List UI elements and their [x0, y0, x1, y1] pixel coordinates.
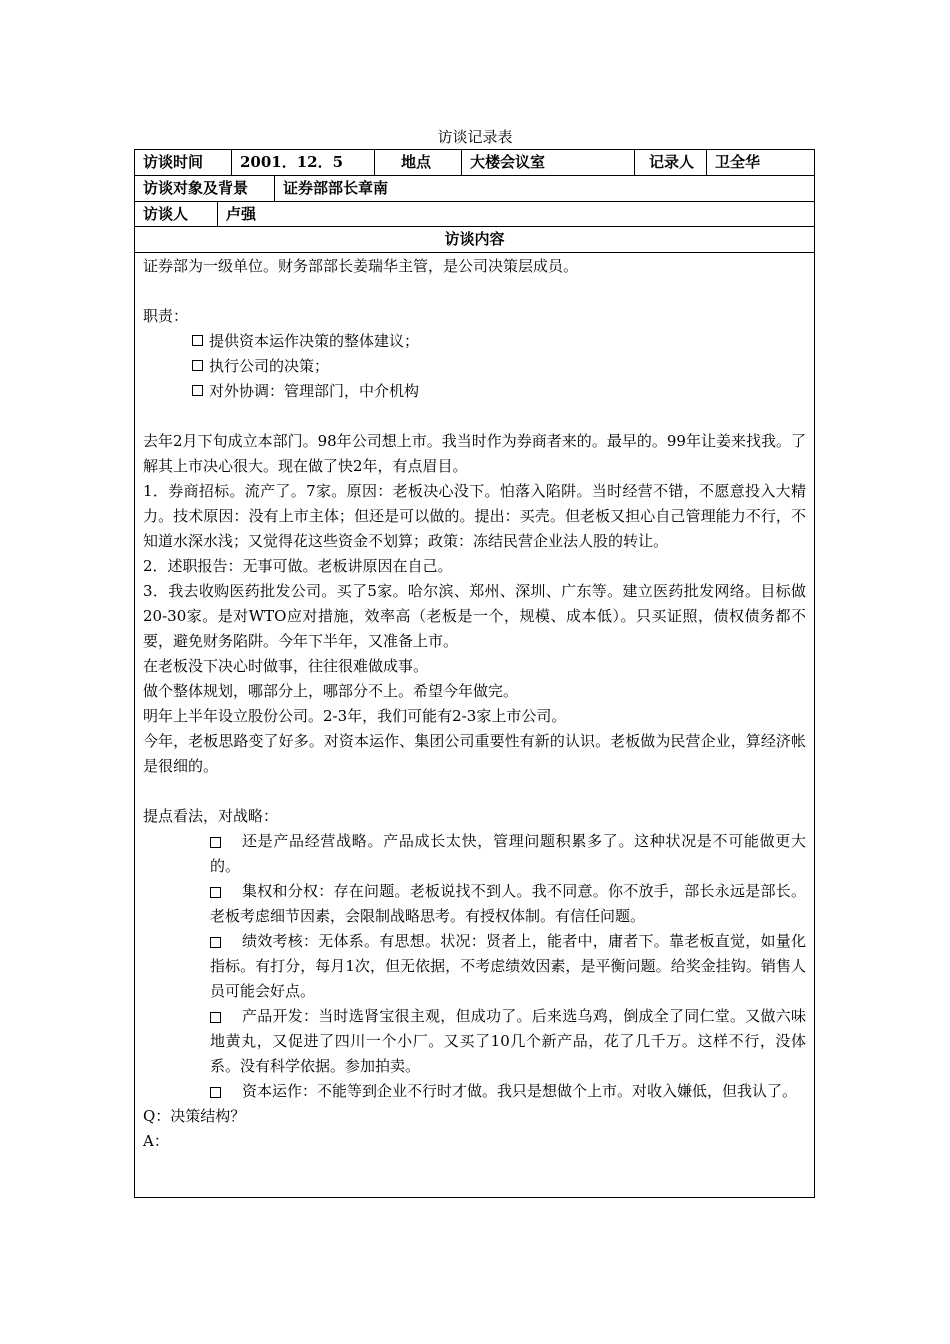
duty-item: 提供资本运作决策的整体建议；	[143, 329, 806, 354]
view-item: 绩效考核：无体系。有思想。状况：贤者上，能者中，庸者下。靠老板直觉，如量化指标。有打分，每月1次，但无依据，不考虑绩效因素，是平衡问题。给奖金挂钩。销售人员可能会好点。	[210, 932, 806, 1000]
recorder-label: 记录人	[634, 150, 706, 175]
intro-text: 证券部为一级单位。财务部部长姜瑞华主管，是公司决策层成员。	[143, 257, 579, 275]
paragraph: 1．券商招标。流产了。7家。原因：老板决心没下。怕落入陷阱。当时经营不错，不愿意投入大精力。技术原因：没有上市主体；但还是可以做的。提出：买壳。但老板又担心自己管理能力不行，不知道水深水浅；又觉得花这些资金不划算；政策：冻结民营企业法人股的转让。	[143, 482, 806, 550]
checkbox-icon	[210, 937, 221, 948]
subject-value: 证券部部长章南	[274, 176, 814, 201]
checkbox-icon	[192, 360, 203, 371]
view-item: 资本运作：不能等到企业不行时才做。我只是想做个上市。对收入嫌低，但我认了。	[143, 1079, 806, 1104]
subject-label: 访谈对象及背景	[143, 179, 249, 197]
question-text: Q：决策结构？	[143, 1107, 246, 1125]
table-row-interviewer	[135, 202, 814, 227]
views-label: 提点看法，对战略：	[143, 807, 279, 825]
view-item: 还是产品经营战略。产品成长太快，管理问题积累多了。这种状况是不可能做更大的。	[210, 832, 806, 875]
table-row-subject	[135, 176, 814, 202]
interviewer-label: 访谈人	[143, 205, 189, 223]
view-item: 产品开发：当时选肾宝很主观，但成功了。后来选乌鸡，倒成全了同仁堂。又做六味地黄丸，又促进了四川一个小厂。又买了10几个新产品，花了几千万。这样不行，没体系。没有科学依据。参加拍卖。	[210, 1007, 806, 1075]
place-value: 大楼会议室	[461, 150, 634, 175]
time-value: 2001．12．5	[231, 150, 374, 175]
duty-item: 执行公司的决策；	[143, 354, 806, 379]
paragraph: 3．我去收购医药批发公司。买了5家。哈尔滨、郑州、深圳、广东等。建立医药批发网络。目标做20-30家。是对WTO应对措施，效率高（老板是一个，规模、成本低）。只买证照，债权债务都不要，避免财务陷阱。今年下半年，又准备上市。	[143, 582, 806, 650]
duties-label: 职责：	[143, 307, 189, 325]
paragraph: 明年上半年设立股份公司。2-3年，我们可能有2-3家上市公司。	[143, 707, 567, 725]
interviewer-value: 卢强	[217, 202, 814, 226]
paragraph: 2．述职报告：无事可做。老板讲原因在自己。	[143, 557, 453, 575]
paragraph: 做个整体规划，哪部分上，哪部分不上。希望今年做完。	[143, 682, 519, 700]
checkbox-icon	[192, 385, 203, 396]
view-item: 集权和分权：存在问题。老板说找不到人。我不同意。你不放手，部长永远是部长。老板考虑细节因素，会限制战略思考。有授权体制。有信任问题。	[210, 882, 806, 925]
recorder-value: 卫全华	[706, 150, 814, 175]
checkbox-icon	[210, 1087, 221, 1098]
paragraph: 在老板没下决心时做事，往往很难做成事。	[143, 657, 429, 675]
interview-content	[135, 254, 814, 1154]
content-header: 访谈内容	[444, 230, 505, 248]
checkbox-icon	[210, 1012, 221, 1023]
place-label: 地点	[374, 150, 461, 175]
checkbox-icon	[192, 335, 203, 346]
paragraph: 去年2月下旬成立本部门。98年公司想上市。我当时作为券商者来的。最早的。99年让姜来找我。了解其上市决心很大。现在做了快2年，有点眉目。	[143, 432, 806, 475]
time-label: 访谈时间	[143, 153, 204, 171]
interview-record-table	[134, 149, 815, 1198]
table-row-content-header	[135, 227, 814, 253]
answer-text: A：	[143, 1132, 169, 1150]
table-row-time	[135, 150, 814, 176]
checkbox-icon	[210, 887, 221, 898]
paragraph: 今年，老板思路变了好多。对资本运作、集团公司重要性有新的认识。老板做为民营企业，算经济帐是很细的。	[143, 732, 806, 775]
page-title: 访谈记录表	[437, 128, 513, 146]
checkbox-icon	[210, 837, 221, 848]
duty-item: 对外协调：管理部门，中介机构	[143, 379, 806, 404]
